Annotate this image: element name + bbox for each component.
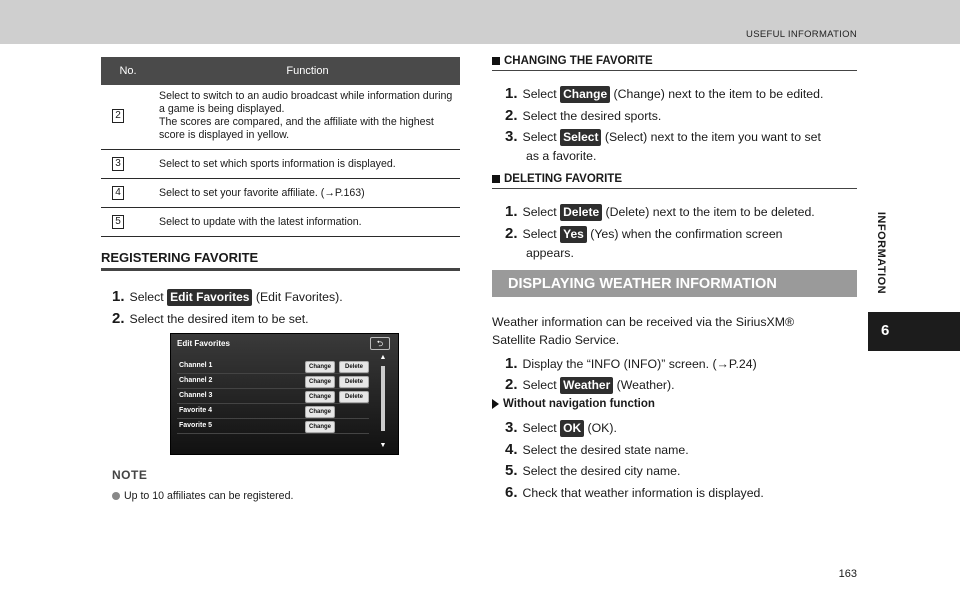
section-title: USEFUL INFORMATION <box>746 29 857 40</box>
change-step-1: 1. Select Change (Change) next to the item to be edited. <box>505 85 824 102</box>
back-icon[interactable]: ⮌ <box>370 337 390 350</box>
change-button[interactable]: Change <box>305 376 335 388</box>
row-number: 5 <box>112 215 124 229</box>
scroll-thumb[interactable] <box>381 366 385 431</box>
change-button[interactable]: Change <box>305 391 335 403</box>
header-function: Function <box>286 65 329 77</box>
registering-heading: REGISTERING FAVORITE <box>101 250 259 265</box>
delete-button[interactable]: Delete <box>339 361 369 373</box>
table-header <box>101 57 460 85</box>
change-button[interactable]: Change <box>305 406 335 418</box>
row-number: 3 <box>112 157 124 171</box>
heading-rule <box>101 268 460 271</box>
ok-button[interactable]: OK <box>560 420 584 437</box>
weather-para-2: Satellite Radio Service. <box>492 333 620 347</box>
weather-step-5: 5. Select the desired city name. <box>505 462 681 479</box>
delete-step-2: 2. Select Yes (Yes) when the confirmation screen <box>505 225 783 242</box>
screen-title: Edit Favorites <box>177 339 230 348</box>
row-number: 2 <box>112 109 124 123</box>
weather-step-6: 6. Check that weather information is displayed. <box>505 484 764 501</box>
weather-para-1: Weather information can be received via the SiriusXM® <box>492 315 795 329</box>
delete-button[interactable]: Delete <box>560 204 602 221</box>
weather-step-1: 1. Display the “INFO (INFO)” screen. (→P.24) <box>505 355 757 372</box>
row-text: Select to switch to an audio broadcast while information during a game is being displayed. The scores are compared, and the affiliate with the highest score is displayed in yellow. <box>159 90 453 141</box>
register-step-1: 1. Select Edit Favorites (Edit Favorites). <box>112 288 343 305</box>
register-step-2: 2. Select the desired item to be set. <box>112 310 309 327</box>
row-text: Select to set your favorite affiliate. (→P.163) <box>159 187 365 199</box>
deleting-heading: DELETING FAVORITE <box>492 173 622 185</box>
square-bullet-icon <box>492 57 500 65</box>
triangle-bullet-icon <box>492 399 499 409</box>
weather-step-2: 2. Select Weather (Weather). <box>505 376 675 393</box>
weather-step-3: 3. Select OK (OK). <box>505 419 617 436</box>
bullet-icon <box>112 492 120 500</box>
heading-rule <box>492 70 857 71</box>
list-item: Favorite 4 Change <box>177 405 369 419</box>
changing-heading: CHANGING THE FAVORITE <box>492 55 653 67</box>
heading-rule <box>492 188 857 189</box>
select-button[interactable]: Select <box>560 129 601 146</box>
list-item: Channel 1 Change Delete <box>177 360 369 374</box>
function-table <box>101 57 460 237</box>
change-step-2: 2. Select the desired sports. <box>505 107 662 124</box>
delete-step-2-cont: appears. <box>526 246 574 260</box>
change-step-3: 3. Select Select (Select) next to the item you want to set <box>505 128 821 145</box>
delete-button[interactable]: Delete <box>339 391 369 403</box>
page-number: 163 <box>838 568 857 580</box>
weather-banner: DISPLAYING WEATHER INFORMATION <box>492 270 857 297</box>
scrollbar[interactable] <box>378 354 388 449</box>
change-step-3-cont: as a favorite. <box>526 149 597 163</box>
change-button[interactable]: Change <box>305 421 335 433</box>
table-row <box>101 208 460 237</box>
scroll-down-icon[interactable]: ▼ <box>379 442 387 449</box>
edit-favorites-button[interactable]: Edit Favorites <box>167 289 252 306</box>
row-number: 4 <box>112 186 124 200</box>
side-tab <box>873 205 889 305</box>
edit-favorites-screen <box>170 333 399 455</box>
list-item: Favorite 5 Change <box>177 420 369 434</box>
side-tab-label: INFORMATION <box>875 211 887 295</box>
list-item: Channel 3 Change Delete <box>177 390 369 404</box>
weather-button[interactable]: Weather <box>560 377 613 394</box>
list-item: Channel 2 Change Delete <box>177 375 369 389</box>
table-row <box>101 85 460 150</box>
note-title: NOTE <box>112 468 148 482</box>
without-nav-subhead: Without navigation function <box>492 398 655 410</box>
yes-button[interactable]: Yes <box>560 226 587 243</box>
delete-step-1: 1. Select Delete (Delete) next to the item to be deleted. <box>505 203 815 220</box>
note-item: Up to 10 affiliates can be registered. <box>112 490 293 502</box>
table-row <box>101 150 460 179</box>
table-row <box>101 179 460 208</box>
row-text: Select to set which sports information is displayed. <box>159 158 396 170</box>
chapter-box <box>868 312 960 351</box>
change-button[interactable]: Change <box>305 361 335 373</box>
square-bullet-icon <box>492 175 500 183</box>
row-text: Select to update with the latest information. <box>159 216 362 228</box>
chapter-number: 6 <box>881 322 890 339</box>
header-no: No. <box>119 65 137 77</box>
weather-step-4: 4. Select the desired state name. <box>505 441 689 458</box>
change-button[interactable]: Change <box>560 86 610 103</box>
scroll-up-icon[interactable]: ▲ <box>379 354 387 361</box>
delete-button[interactable]: Delete <box>339 376 369 388</box>
